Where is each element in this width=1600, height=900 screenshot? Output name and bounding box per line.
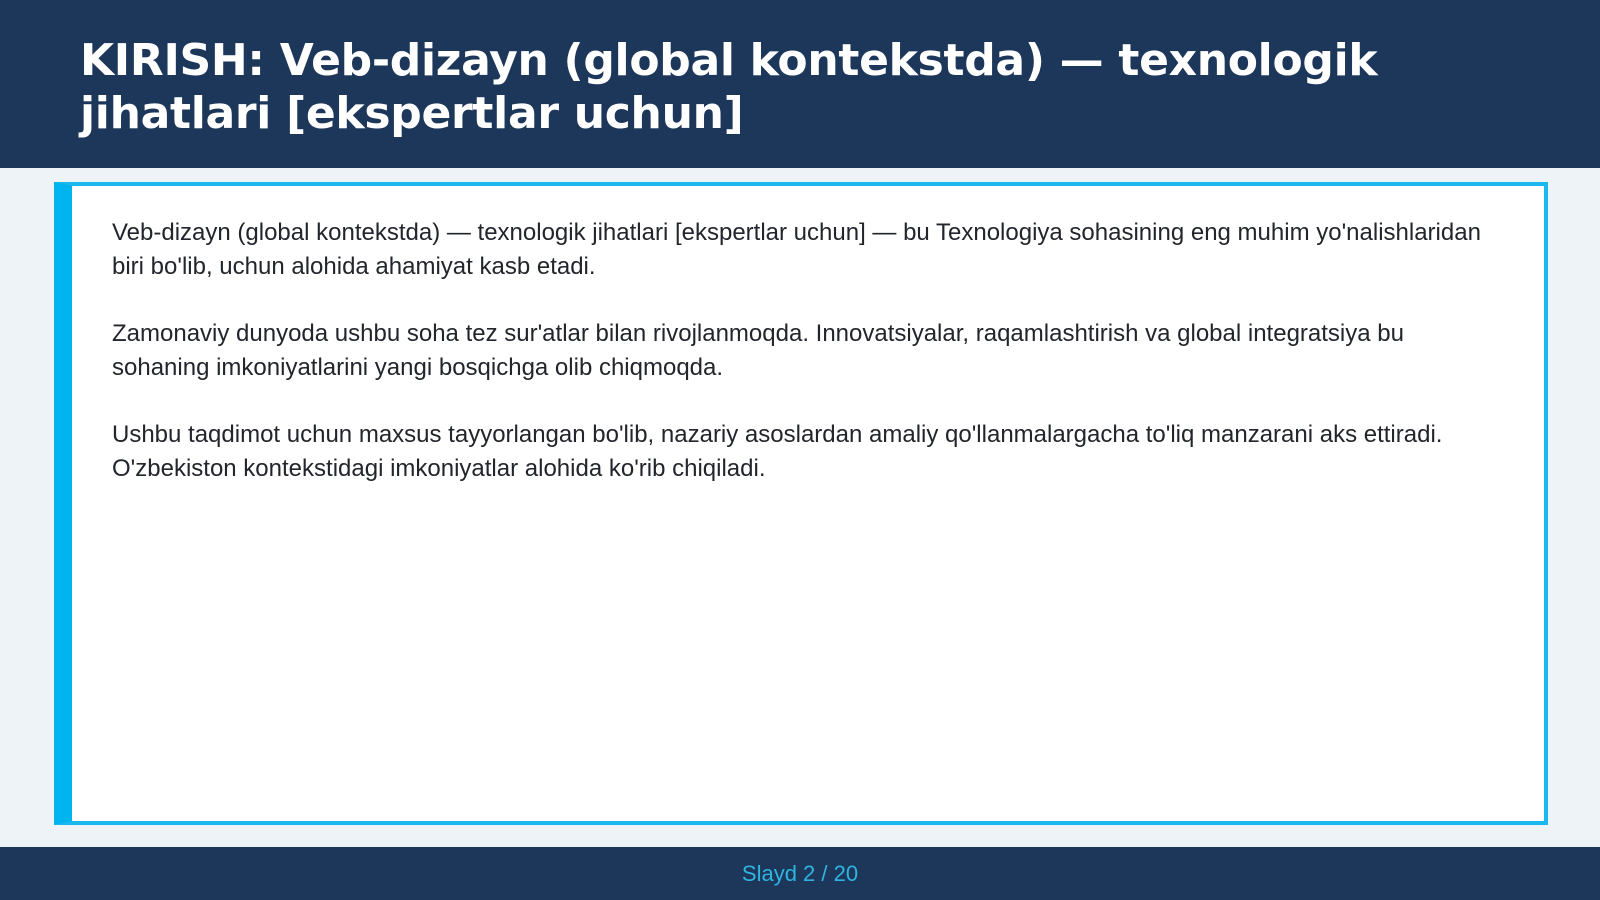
slide-title: KIRISH: Veb-dizayn (global kontekstda) — texnologik jihatlari [ekspertlar uchun] xyxy=(80,35,1378,139)
content-card xyxy=(54,182,1548,825)
content-body xyxy=(112,216,1488,519)
slide-footer xyxy=(0,847,1600,900)
paragraph-intro: Veb-dizayn (global kontekstda) — texnologik jihatlari [ekspertlar uchun] — bu Texnologiya sohasining eng muhim yo'nalishlaridan biri bo'lib, uchun alohida ahamiyat kasb etadi. xyxy=(112,219,1481,280)
slide-counter: Slayd 2 / 20 xyxy=(741,860,859,886)
slide-header xyxy=(0,0,1600,168)
paragraph-modern-world: Zamonaviy dunyoda ushbu soha tez sur'atlar bilan rivojlanmoqda. Innovatsiyalar, raqamlashtirish va global integratsiya bu sohaning imkoniyatlarini yangi bosqichga olib chiqmoqda. xyxy=(112,320,1404,381)
paragraph-presentation: Ushbu taqdimot uchun maxsus tayyorlangan bo'lib, nazariy asoslardan amaliy qo'llanmalargacha to'liq manzarani aks ettiradi. O'zbekiston kontekstidagi imkoniyatlar alohida ko'rib chiqiladi. xyxy=(112,421,1443,482)
